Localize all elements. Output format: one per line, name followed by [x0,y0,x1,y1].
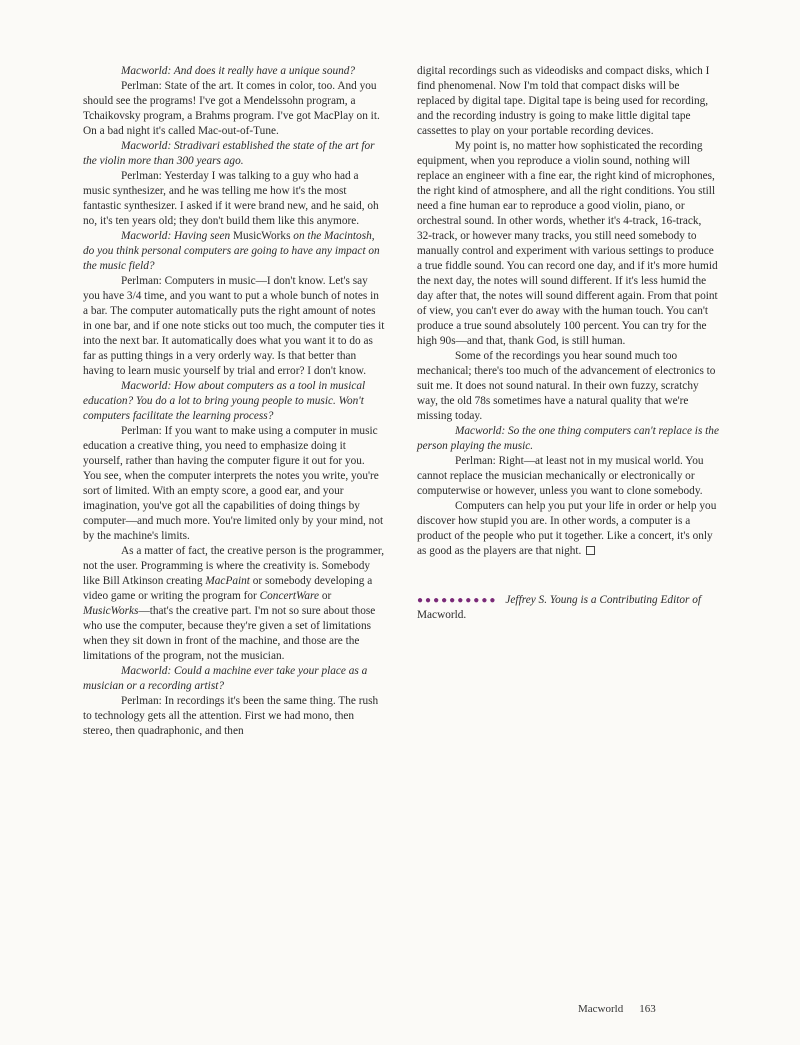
answer-10: Computers can help you put your life in order or help you discover how stupid you are. In other words, a computer is a product of the people who put it together. Like a concert, it's only as good as the players are that night. [417,500,717,557]
left-column [83,64,385,739]
question-1: Macworld: And does it really have a unique sound? [121,65,356,77]
answer-2: Perlman: Yesterday I was talking to a guy who had a music synthesizer, and he was telling me how it's the most fantastic synthesizer. I asked if it were brand new, and he said, oh no, it's ten years old; they don't build them like this anymore. [83,170,379,227]
bio-magazine: Macworld. [417,609,467,621]
answer-7: My point is, no matter how sophisticated the recording equipment, when you reproduce a violin sound, nothing will replace an engineer with a fine ear, the right kind of microphones, the right kind of atmosphere, and all the right conditions. You still need a fine human ear to reproduce a good violin, piano, or orchestral sound. In other words, whether it's 4-track, 16-track, 32-track, or however many tracks, you still need somebody to manually control and experiment with various settings to produce a true fiddle sound. You can record one day, and if it's more humid the next day, the notes will sound different. If it's less humid the day after that, the notes will sound different again. From that point of view, you can't ever do away with the human touch. You can't produce a true sound absolutely 100 percent. You can try for the high 90s—and that, thank God, is still human. [417,140,718,347]
question-4: Macworld: How about computers as a tool in musical education? You do a lot to bring young people to music. Won't computers facilitate the learning process? [83,380,366,422]
question-2: Macworld: Stradivari established the state of the art for the violin more than 300 years ago. [83,140,375,167]
answer-6: Perlman: In recordings it's been the same thing. The rush to technology gets all the attention. First we had mono, then stereo, then quadraphonic, and then [83,695,379,737]
answer-1: Perlman: State of the art. It comes in color, too. And you should see the programs! I've got a Mendelssohn program, a Tchaikovsky program, a Brahms program. I've got MacPlay on it. On a bad night it's called Mac-out-of-Tune. [83,80,380,137]
author-bio: ●●●●●●●●●● Jeffrey S. Young is a Contributing Editor of Macworld. [417,594,702,621]
answer-8: Some of the recordings you hear sound much too mechanical; there's too much of the advancement of electronics to suit me. It does not sound natural. In their own fuzzy, scratchy way, the old 78s sometimes have a natural quality that we're missing today. [417,350,716,422]
question-6: Macworld: So the one thing computers can't replace is the person playing the music. [417,425,719,452]
page-footer [578,1003,656,1015]
musicworks-title-2: MusicWorks [83,605,139,617]
right-column [417,64,719,623]
macpaint-title: MacPaint [205,575,250,587]
answer-9: Perlman: Right—at least not in my musical world. You cannot replace the musician mechanically or electronically or computerwise or however, unless you want to clone somebody. [417,455,704,497]
answer-5: As a matter of fact, the creative person is the programmer, not the user. Programming is where the creativity is. Somebody like Bill Atkinson creating MacPaint or somebody developing a video game or writing the program for ConcertWare or MusicWorks—that's the creative part. I'm not so sure about those who use the computer, because they're given a set of limitations when they sit down in front of the machine, and those are the limitations of the program, not the musician. [83,545,385,662]
answer-4: Perlman: If you want to make using a computer in music education a creative thing, you need to emphasize doing it yourself, rather than having the computer figure it out for you. You see, when the computer interprets the notes you write, you're sort of limited. With an empty score, a good ear, and your imagination, you've got all the capabilities of doing things by computer—and much more. You're limited only by your mind, not by the machine's limits. [83,425,384,542]
end-mark-icon [586,546,595,555]
page-number: 163 [639,1003,656,1015]
question-5: Macworld: Could a machine ever take your place as a musician or a recording artist? [83,665,368,692]
answer-6-continued: digital recordings such as videodisks and compact disks, which I find phenomenal. Now I'm told that compact disks will be replaced by digital tape. Digital tape is being used for recording, and the recording industry is going to make little digital tape cassettes to play on your portable recording devices. [417,65,710,137]
concertware-title: ConcertWare [259,590,320,602]
question-3: Macworld: Having seen MusicWorks on the Macintosh, do you think personal computers are going to have any impact on the music field? [83,230,380,272]
musicworks-title: MusicWorks [233,230,291,242]
answer-3: Perlman: Computers in music—I don't know. Let's say you have 3/4 time, and you want to put a whole bunch of notes in a bar. The computer automatically puts the right amount of notes in one bar, and if one note sticks out too much, the computer ties it into the next bar. It automatically does what you want it to do as far as putting things in a very orderly way. Is that better than having to learn music yourself by trial and error? I don't know. [83,275,385,377]
footer-magazine: Macworld [578,1003,624,1015]
bullet-dots-icon: ●●●●●●●●●● [417,595,498,606]
